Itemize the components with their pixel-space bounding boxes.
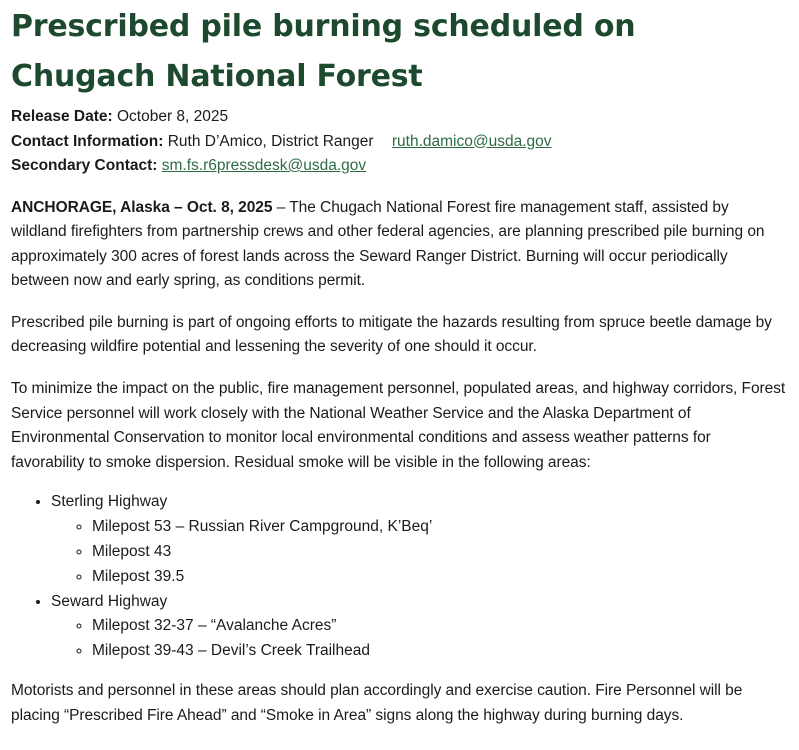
secondary-contact-label: Secondary Contact: — [11, 157, 158, 174]
page-title: Prescribed pile burning scheduled on Chugach National Forest — [11, 9, 636, 94]
milepost-list — [51, 515, 788, 589]
dateline: ANCHORAGE, Alaska – Oct. 8, 2025 — [11, 198, 273, 216]
list-item-milepost: ◦ Milepost 39.5 — [92, 565, 788, 590]
highway-name: Sterling Highway — [51, 493, 168, 511]
smoke-areas-list — [11, 490, 788, 664]
secondary-contact-line — [11, 154, 788, 179]
paragraph-smoke-areas: To minimize the impact on the public, fire management personnel, populated areas, and highway corridors, Forest Service personnel will work closely with the National Weather Service and the Alaska Department of Environmental Conservation to monitor local environmental conditions and assess weather patterns for favorability to smoke dispersion. Residual smoke will be visible in the following areas: — [11, 380, 786, 471]
list-item-milepost: ◦ Milepost 43 — [92, 540, 788, 565]
list-item-milepost: ◦ Milepost 32-37 – “Avalanche Acres” — [92, 614, 788, 639]
list-item-milepost: ◦ Milepost 53 – Russian River Campground, K’Beq’ — [92, 515, 788, 540]
paragraph-purpose: Prescribed pile burning is part of ongoing efforts to mitigate the hazards resulting from spruce beetle damage by decreasing wildfire potential and lessening the severity of one should it occur. — [11, 313, 772, 356]
release-date-label: Release Date: — [11, 108, 113, 125]
list-item-highway — [51, 590, 788, 664]
paragraph-caution: Motorists and personnel in these areas should plan accordingly and exercise caution. Fire Personnel will be placing “Prescribed Fire Ahead” and “Smoke in Area” signs along the highway during burning days. — [11, 682, 743, 724]
highway-name: Seward Highway — [51, 592, 168, 610]
release-date-line — [11, 105, 788, 130]
contact-label: Contact Information: — [11, 132, 164, 150]
list-item-milepost: ◦ Milepost 39-43 – Devil’s Creek Trailhead — [92, 639, 788, 664]
list-item-highway — [51, 490, 788, 589]
release-date-value: October 8, 2025 — [116, 108, 229, 125]
paragraph-announcement — [11, 196, 788, 294]
release-meta — [11, 105, 788, 179]
announcement-text: – The Chugach National Forest fire management staff, assisted by wildland firefighters from partnership crews and other federal agencies, are planning prescribed pile burning on approximately 300 acres of forest lands across the Seward Ranger District. Burning will occur periodically between now and early spring, as conditions permit. — [11, 198, 765, 290]
contact-email-link[interactable]: ruth.damico@usda.gov — [391, 132, 552, 150]
contact-name: Ruth D’Amico, District Ranger — [167, 132, 374, 150]
milepost-list — [51, 614, 788, 664]
contact-line — [11, 130, 788, 155]
secondary-contact-email-link[interactable]: sm.fs.r6pressdesk@usda.gov — [161, 157, 367, 174]
